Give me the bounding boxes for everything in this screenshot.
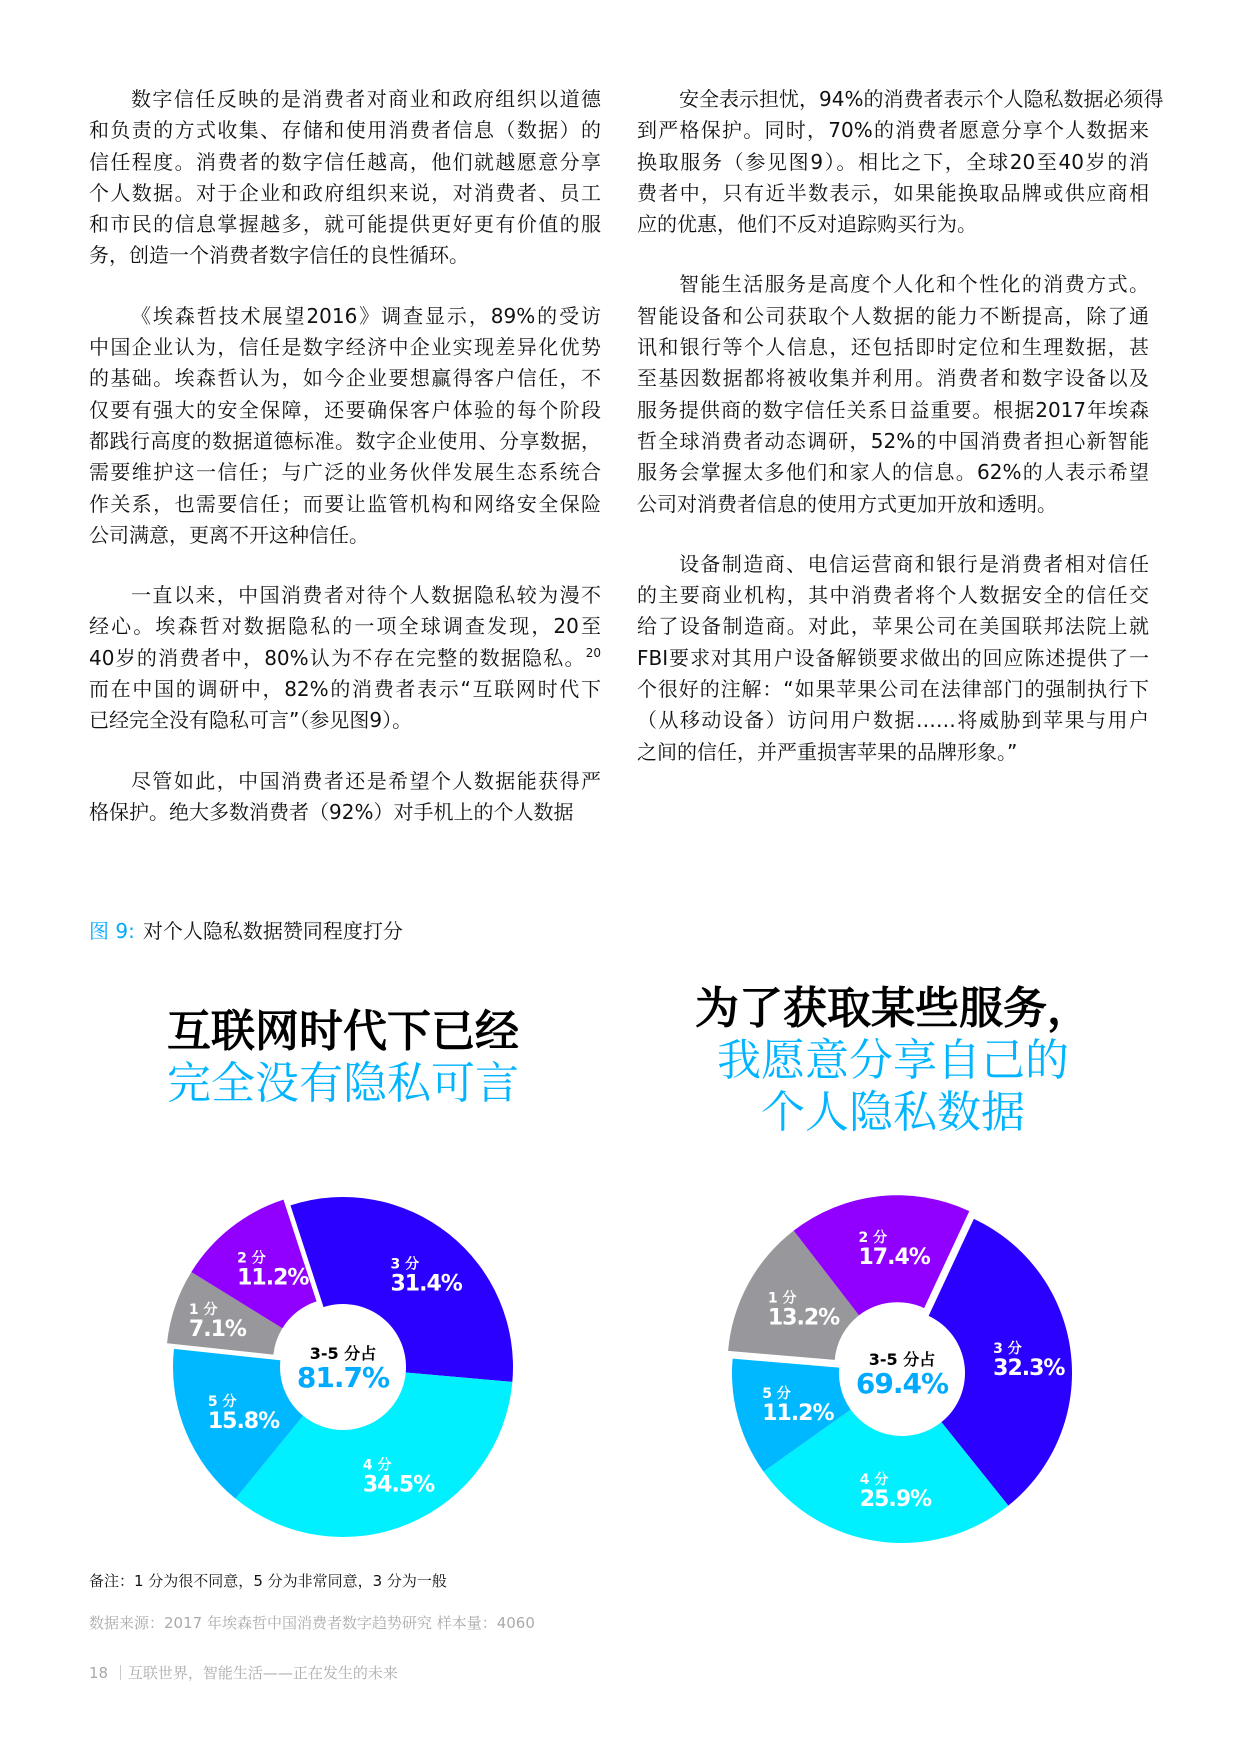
text-line-content: 仅要有强大的安全保障，还要确保客户体验的每个阶段 <box>89 397 601 422</box>
slice-percent-label: 11.2% <box>237 1265 309 1291</box>
text-line-content: 已经完全没有隐私可言”（参见图9）。 <box>89 708 413 733</box>
text-line-content: 服务会掌握太多他们和家人的信息。62%的人表示希望 <box>637 460 1149 485</box>
footnote-reference[interactable]: 20 <box>585 645 601 660</box>
text-line-content: 作关系，也需要信任；而要让监管机构和网络安全保险 <box>89 491 601 516</box>
text-line-content: 经心。埃森哲对数据隐私的一项全球调查发现，20至 <box>89 614 601 639</box>
slice-score-label: 3 分 <box>993 1340 1022 1357</box>
slice-percent-label: 7.1% <box>188 1316 246 1342</box>
text-line-content: 数字信任反映的是消费者对商业和政府组织以道德 <box>131 87 601 111</box>
text-line-content: 的基础。埃森哲认为，如今企业要想赢得客户信任，不 <box>89 366 601 391</box>
left-chart-title-blue: 完全没有隐私可言 <box>167 1058 519 1109</box>
text-line-content: 和市民的信息掌握越多，就可能提供更好更有价值的服 <box>89 212 601 237</box>
text-line-content: 换取服务（参见图9）。相比之下，全球20至40岁的消 <box>637 149 1149 174</box>
text-line-content: 中国企业认为，信任是数字经济中企业实现差异化优势 <box>89 335 601 360</box>
left-chart-title-bold: 互联网时代下已经 <box>167 1006 519 1057</box>
right-chart-title-blue: 我愿意分享自己的 <box>717 1035 1069 1086</box>
slice-score-label: 1 分 <box>767 1290 797 1307</box>
figure-title: 对个人隐私数据赞同程度打分 <box>142 919 403 943</box>
text-line-content: （从移动设备）访问用户数据……将威胁到苹果与用户 <box>637 708 1149 733</box>
center-value: 69.4% <box>855 1367 949 1400</box>
slice-percent-label: 15.8% <box>207 1408 280 1434</box>
text-line-content: 讯和银行等个人信息，还包括即时定位和生理数据，甚 <box>637 335 1149 360</box>
text-line-content: 服务提供商的数字信任关系日益重要。根据2017年埃森 <box>637 397 1149 422</box>
text-line-content: 的主要商业机构，其中消费者将个人数据安全的信任交 <box>637 583 1149 608</box>
text-line-content: 《埃森哲技术展望2016》调查显示，89%的受访 <box>131 303 601 328</box>
text-line-content: FBI要求对其用户设备解锁要求做出的回应陈述提供了一 <box>637 645 1149 670</box>
text-line-content: 信任程度。消费者的数字信任越高，他们就越愿意分享 <box>89 149 601 174</box>
text-line-content: 哲全球消费者动态调研，52%的中国消费者担心新智能 <box>637 428 1149 453</box>
text-line-content: 40岁的消费者中，80%认为不存在完整的数据隐私。 <box>89 645 586 670</box>
text-line-content: 之间的信任，并严重损害苹果的品牌形象。” <box>637 739 1018 764</box>
slice-score-label: 1 分 <box>188 1301 218 1318</box>
slice-score-label: 2 分 <box>237 1250 266 1267</box>
slice-score-label: 2 分 <box>858 1229 888 1246</box>
slice-percent-label: 17.4% <box>858 1244 930 1270</box>
text-line-content: 设备制造商、电信运营商和银行是消费者相对信任 <box>679 551 1149 576</box>
text-line-content: 费者中，只有近半数表示，如果能换取品牌或供应商相 <box>637 180 1149 205</box>
right-chart-title-bold: 为了获取某些服务， <box>695 983 1091 1034</box>
text-line-content: 一直以来，中国消费者对待个人数据隐私较为漫不 <box>131 583 601 608</box>
chart-note: 备注：1 分为很不同意，5 分为非常同意，3 分为一般 <box>89 1572 447 1590</box>
text-line-content: 应的优惠，他们不反对追踪购买行为。 <box>637 212 977 237</box>
page-footer: 18 ｜互联世界，智能生活——正在发生的未来 <box>89 1664 398 1682</box>
center-label: 3-5 分占 <box>868 1350 936 1369</box>
text-line-content: 需要维护这一信任；与广泛的业务伙伴发展生态系统合 <box>89 460 601 485</box>
figure-number: 图 9: <box>89 919 135 943</box>
center-value: 81.7% <box>296 1361 390 1394</box>
text-line-content: 智能设备和公司获取个人数据的能力不断提高，除了通 <box>637 303 1149 328</box>
slice-score-label: 5 分 <box>207 1393 237 1410</box>
text-line-content: 公司满意，更离不开这种信任。 <box>89 522 369 547</box>
slice-percent-label: 34.5% <box>362 1472 435 1498</box>
slice-percent-label: 13.2% <box>767 1305 840 1331</box>
text-line-content: 尽管如此，中国消费者还是希望个人数据能获得严 <box>131 768 601 793</box>
text-line-content: 和负责的方式收集、存储和使用消费者信息（数据）的 <box>89 118 601 143</box>
center-label: 3-5 分占 <box>309 1344 377 1363</box>
text-line-content: 至基因数据都将被收集并利用。消费者和数字设备以及 <box>637 366 1149 391</box>
slice-percent-label: 25.9% <box>859 1486 932 1512</box>
slice-percent-label: 11.2% <box>762 1401 834 1427</box>
text-line-content: 格保护。绝大多数消费者（92%）对手机上的个人数据 <box>89 799 574 824</box>
text-line-content: 而在中国的调研中，82%的消费者表示“互联网时代下 <box>89 677 601 702</box>
text-line-content: 个很好的注解：“如果苹果公司在法律部门的强制执行下 <box>637 677 1149 702</box>
text-line-content: 公司对消费者信息的使用方式更加开放和透明。 <box>637 491 1057 516</box>
text-line-content: 个人数据。对于企业和政府组织来说，对消费者、员工 <box>89 180 601 205</box>
slice-score-label: 4 分 <box>362 1457 392 1474</box>
slice-percent-label: 31.4% <box>390 1271 462 1297</box>
text-line-content: 到严格保护。同时，70%的消费者愿意分享个人数据来 <box>637 118 1149 143</box>
text-line-content: 安全表示担忧，94%的消费者表示个人隐私数据必须得 <box>679 87 1164 111</box>
data-source: 数据来源：2017 年埃森哲中国消费者数字趋势研究 样本量：4060 <box>89 1614 535 1632</box>
right-chart-title-blue-2: 个人隐私数据 <box>761 1087 1025 1138</box>
text-line-content: 务，创造一个消费者数字信任的良性循环。 <box>89 243 469 268</box>
slice-score-label: 3 分 <box>390 1256 420 1273</box>
text-line-content: 都践行高度的数据道德标准。数字企业使用、分享数据， <box>89 428 601 453</box>
slice-score-label: 4 分 <box>859 1471 889 1488</box>
slice-percent-label: 32.3% <box>993 1355 1065 1381</box>
text-line-content: 智能生活服务是高度个人化和个性化的消费方式。 <box>679 272 1149 297</box>
text-line-content: 给了设备制造商。对此，苹果公司在美国联邦法院上就 <box>637 614 1149 639</box>
slice-score-label: 5 分 <box>762 1386 791 1403</box>
